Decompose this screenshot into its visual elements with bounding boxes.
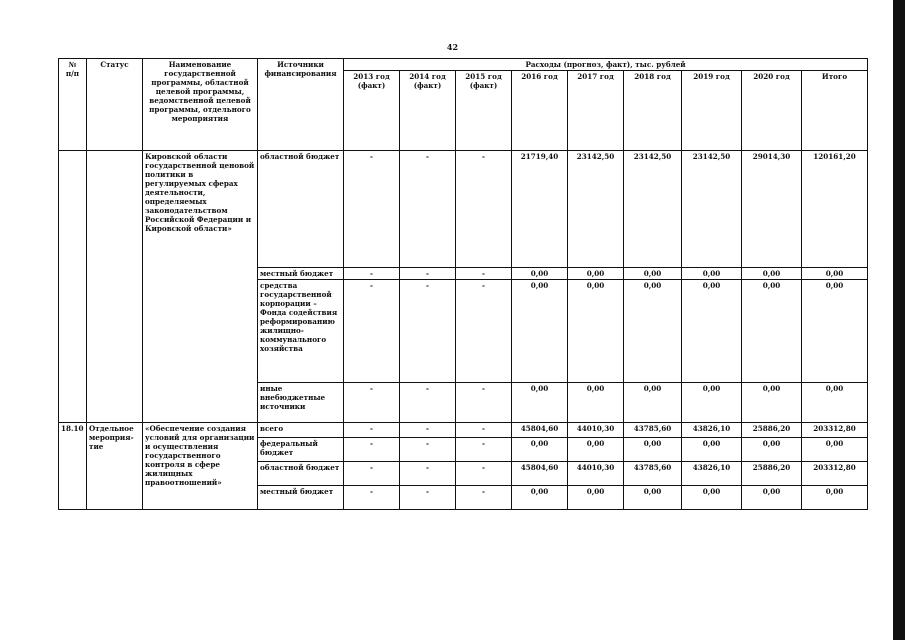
cell-value: 45804,60 <box>512 462 568 486</box>
cell-value: 21719,40 <box>512 151 568 268</box>
cell-value: 0,00 <box>802 486 868 510</box>
budget-table <box>58 58 868 510</box>
block-b-source-total: всего <box>258 423 344 438</box>
cell-value: - <box>400 462 456 486</box>
cell-value: 0,00 <box>568 486 624 510</box>
block-b-source-federal: федеральный бюджет <box>258 438 344 462</box>
cell-value: 0,00 <box>512 486 568 510</box>
block-b-source-regional: областной бюджет <box>258 462 344 486</box>
cell-value: 0,00 <box>682 280 742 383</box>
cell-value: - <box>456 280 512 383</box>
cell-value: 25886,20 <box>742 423 802 438</box>
header-year-2019: 2019 год <box>682 71 742 151</box>
cell-value: 0,00 <box>802 383 868 423</box>
header-expenses: Расходы (прогноз, факт), тыс. рублей <box>344 59 868 71</box>
header-year-2016: 2016 год <box>512 71 568 151</box>
block-b-source-local: местный бюджет <box>258 486 344 510</box>
cell-value: 203312,80 <box>802 462 868 486</box>
cell-value: - <box>456 151 512 268</box>
header-year-2014: 2014 год (факт) <box>400 71 456 151</box>
block-a-name: Кировской области государственной ценовой политики в регулируемых сферах деятельности, определяемых законодательством Российской Федерации и Кировской области» <box>143 151 258 423</box>
header-total: Итого <box>802 71 868 151</box>
cell-value: 0,00 <box>624 280 682 383</box>
cell-value: - <box>344 151 400 268</box>
cell-value: - <box>400 486 456 510</box>
cell-value: 43785,60 <box>624 423 682 438</box>
cell-value: 0,00 <box>568 268 624 280</box>
cell-value: - <box>456 268 512 280</box>
cell-value: - <box>344 280 400 383</box>
page-number: 42 <box>446 42 459 52</box>
header-year-2020: 2020 год <box>742 71 802 151</box>
cell-value: 0,00 <box>568 280 624 383</box>
cell-value: 0,00 <box>682 268 742 280</box>
cell-value: 0,00 <box>682 486 742 510</box>
cell-value: 0,00 <box>802 268 868 280</box>
cell-value: 44010,30 <box>568 462 624 486</box>
cell-value: 0,00 <box>742 383 802 423</box>
cell-value: - <box>456 383 512 423</box>
cell-value: 0,00 <box>742 438 802 462</box>
header-year-2013: 2013 год (факт) <box>344 71 400 151</box>
cell-value: 43826,10 <box>682 423 742 438</box>
cell-value: - <box>344 268 400 280</box>
cell-value: 23142,50 <box>624 151 682 268</box>
cell-value: 43785,60 <box>624 462 682 486</box>
block-b-status: Отдельное мероприя-тие <box>87 423 143 510</box>
cell-value: 44010,30 <box>568 423 624 438</box>
cell-value: 0,00 <box>512 438 568 462</box>
header-name: Наименование государственной программы, областной целевой программы, ведомственной целевой программы, отдельного мероприятия <box>143 59 258 151</box>
cell-value: - <box>400 280 456 383</box>
cell-value: - <box>344 423 400 438</box>
block-a-status <box>87 151 143 423</box>
cell-value: 43826,10 <box>682 462 742 486</box>
cell-value: 0,00 <box>742 280 802 383</box>
cell-value: 0,00 <box>682 383 742 423</box>
block-a-source-fund: средства государственной корпорации – Фонда содействия реформированию жилищно-коммунального хозяйства <box>258 280 344 383</box>
block-b-name: «Обеспечение создания условий для организации и осуществления государственного контроля в сфере жилищных правоотношений» <box>143 423 258 510</box>
table-row <box>59 423 868 438</box>
cell-value: - <box>456 486 512 510</box>
cell-value: 29014,30 <box>742 151 802 268</box>
cell-value: 0,00 <box>802 438 868 462</box>
cell-value: 23142,50 <box>568 151 624 268</box>
cell-value: - <box>400 383 456 423</box>
cell-value: - <box>456 438 512 462</box>
cell-value: 25886,20 <box>742 462 802 486</box>
cell-value: 0,00 <box>682 438 742 462</box>
cell-value: 120161,20 <box>802 151 868 268</box>
cell-value: 203312,80 <box>802 423 868 438</box>
header-year-2015: 2015 год (факт) <box>456 71 512 151</box>
block-a-num <box>59 151 87 423</box>
cell-value: 0,00 <box>742 486 802 510</box>
cell-value: - <box>456 462 512 486</box>
cell-value: 0,00 <box>624 438 682 462</box>
cell-value: - <box>400 423 456 438</box>
cell-value: 0,00 <box>802 280 868 383</box>
block-b-num: 18.10 <box>59 423 87 510</box>
cell-value: - <box>456 423 512 438</box>
cell-value: - <box>344 462 400 486</box>
cell-value: - <box>400 151 456 268</box>
cell-value: - <box>400 438 456 462</box>
header-num: № п/п <box>59 59 87 151</box>
header-status: Статус <box>87 59 143 151</box>
cell-value: - <box>344 438 400 462</box>
cell-value: 45804,60 <box>512 423 568 438</box>
scan-edge-bar <box>893 0 905 640</box>
cell-value: 0,00 <box>512 268 568 280</box>
block-a-source-regional: областной бюджет <box>258 151 344 268</box>
cell-value: 23142,50 <box>682 151 742 268</box>
cell-value: - <box>344 486 400 510</box>
block-a-source-other: иные внебюджетные источники <box>258 383 344 423</box>
cell-value: 0,00 <box>512 280 568 383</box>
block-a-source-local: местный бюджет <box>258 268 344 280</box>
cell-value: 0,00 <box>624 486 682 510</box>
header-year-2017: 2017 год <box>568 71 624 151</box>
cell-value: 0,00 <box>568 383 624 423</box>
cell-value: 0,00 <box>624 383 682 423</box>
cell-value: 0,00 <box>742 268 802 280</box>
header-year-2018: 2018 год <box>624 71 682 151</box>
cell-value: 0,00 <box>624 268 682 280</box>
header-source: Источники финансирования <box>258 59 344 151</box>
cell-value: - <box>344 383 400 423</box>
table-row <box>59 151 868 268</box>
cell-value: 0,00 <box>568 438 624 462</box>
cell-value: 0,00 <box>512 383 568 423</box>
cell-value: - <box>400 268 456 280</box>
